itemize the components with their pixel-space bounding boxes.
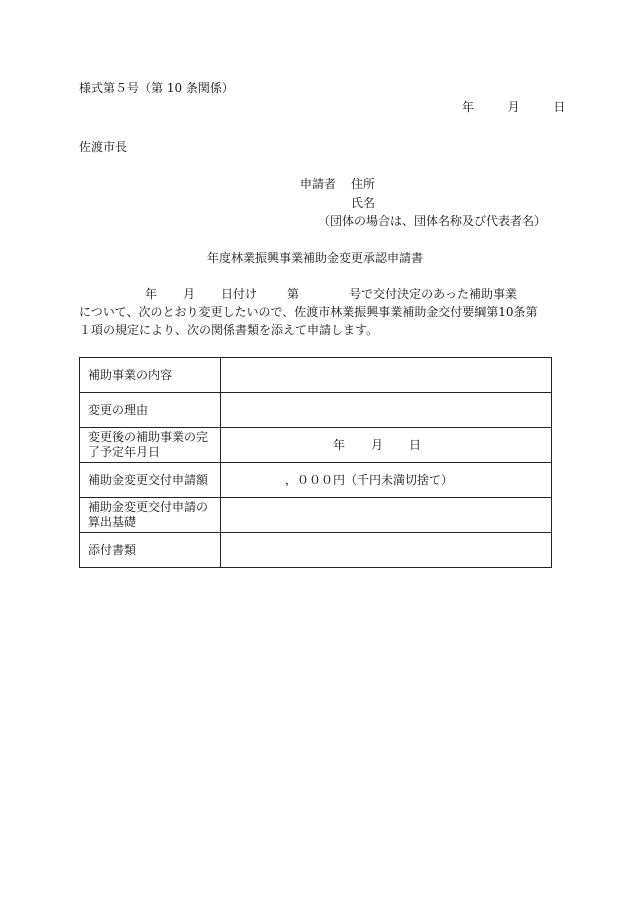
row-label: 変更後の補助事業の完了予定年月日 [80,428,221,463]
table-row [80,428,552,463]
amount-field[interactable] [221,463,552,498]
completion-month: 月 [371,437,384,452]
body-dated: 日付け [221,287,258,301]
body-month: 月 [183,287,196,301]
table-row [80,498,552,533]
row-label: 添付書類 [80,533,221,568]
table-row [80,463,552,498]
calculation-basis-field[interactable] [221,498,552,533]
row-label: 補助金変更交付申請の算出基礎 [80,498,221,533]
addressee: 佐渡市長 [79,140,128,154]
change-reason-field[interactable] [221,393,552,428]
body-decision-text: 号で交付決定のあった補助事業 [349,287,517,301]
completion-day: 日 [409,437,422,452]
address-label: 住所 [351,177,376,191]
body-number-prefix: 第 [287,287,300,301]
document-title: 年度林業振興事業補助金変更承認申請書 [206,251,423,265]
form-number: 様式第５号（第 10 条関係） [79,81,234,95]
body-line-1 [79,285,559,303]
project-content-field[interactable] [221,358,552,393]
completion-date-field[interactable] [221,428,552,463]
amount-value: ，０００円（千円未満切捨て） [285,472,454,487]
date-day-label: 日 [553,100,566,114]
completion-year: 年 [333,437,346,452]
body-line-2: について、次のとおり変更したいので、佐渡市林業振興事業補助金交付要綱第10条第 [79,305,538,319]
row-label: 補助金変更交付申請額 [80,463,221,498]
submission-date [462,99,565,115]
table-row [80,393,552,428]
table-row [80,358,552,393]
row-label: 変更の理由 [80,393,221,428]
group-name-note: （団体の場合は、団体名称及び代表者名） [318,214,547,228]
attachments-field[interactable] [221,533,552,568]
table-row [80,533,552,568]
body-line-3: １項の規定により、次の関係書類を添えて申請します。 [79,323,379,337]
date-year-label: 年 [462,100,475,114]
application-body [79,285,559,339]
row-label: 補助事業の内容 [80,358,221,393]
date-month-label: 月 [507,100,520,114]
body-year: 年 [145,287,158,301]
application-table [79,357,552,568]
name-label: 氏名 [351,196,376,210]
applicant-label: 申請者 [300,177,337,191]
